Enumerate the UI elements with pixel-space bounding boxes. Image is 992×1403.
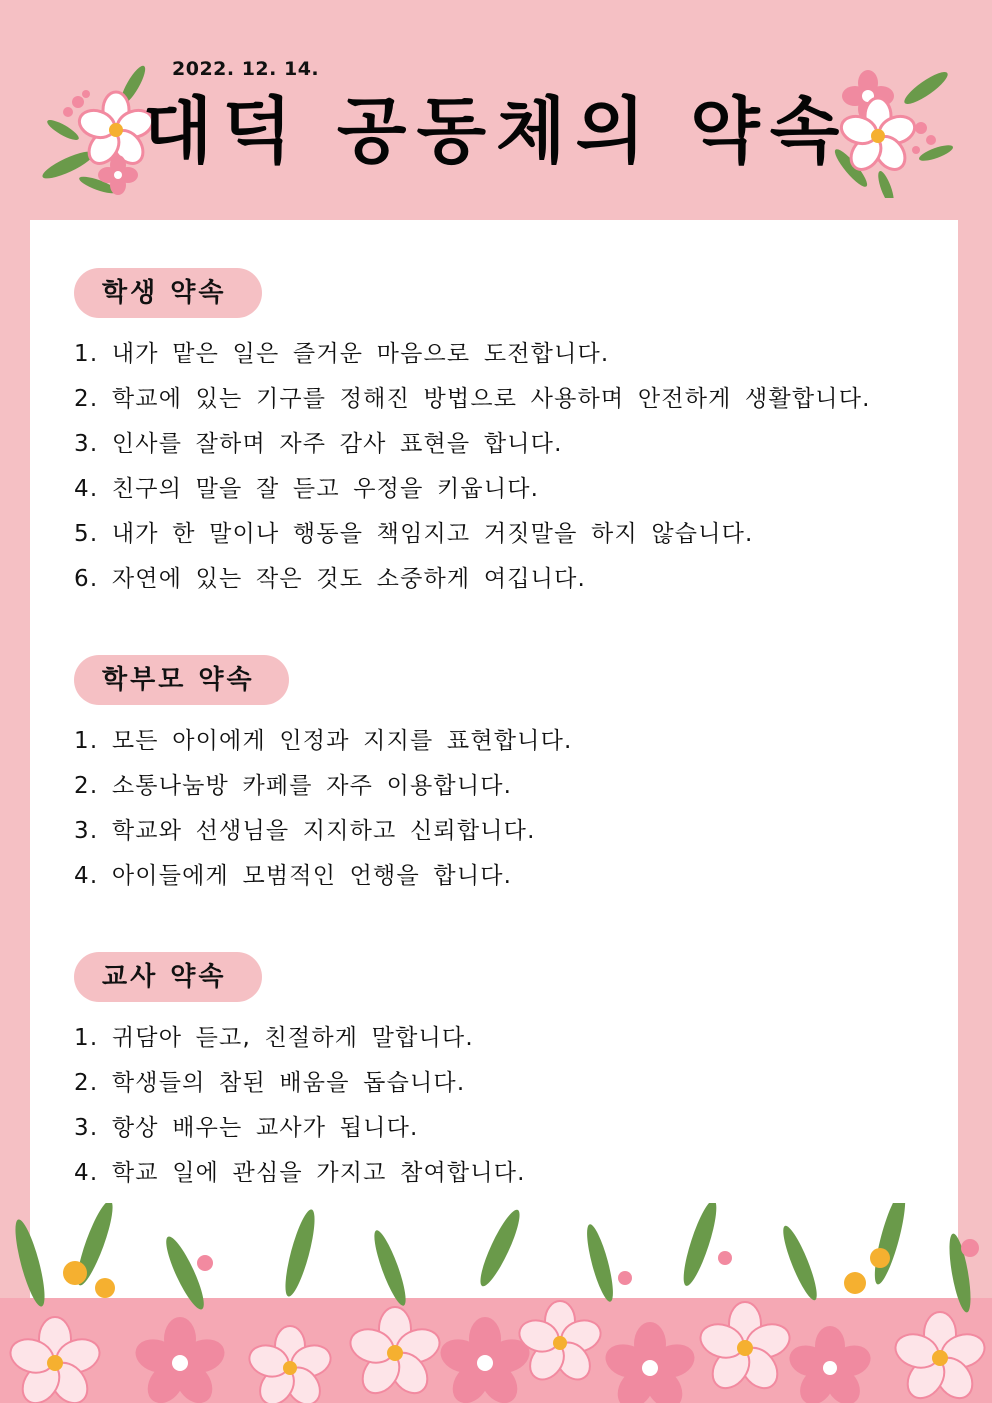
list-item: 5. 내가 한 말이나 행동을 책임지고 거짓말을 하지 않습니다. — [74, 521, 754, 547]
teacher-promise-section — [74, 952, 944, 1196]
list-item: 3. 학교와 선생님을 지지하고 신뢰합니다. — [74, 818, 536, 844]
list-item: 3. 항상 배우는 교사가 됩니다. — [74, 1115, 419, 1141]
list-item: 4. 친구의 말을 잘 듣고 우정을 키웁니다. — [74, 476, 540, 502]
list-item: 4. 아이들에게 모범적인 언행을 합니다. — [74, 863, 513, 889]
list-item: 1. 모든 아이에게 인정과 지지를 표현합니다. — [74, 728, 573, 754]
teacher-promise-list — [74, 1016, 944, 1196]
list-item: 6. 자연에 있는 작은 것도 소중하게 여깁니다. — [74, 566, 587, 592]
flower-border-bottom-icon — [0, 1203, 992, 1403]
page-title: 대덕 공동체의 약속 — [142, 89, 850, 173]
list-item: 4. 학교 일에 관심을 가지고 참여합니다. — [74, 1160, 526, 1186]
section-tag-parent: 학부모 약속 — [74, 655, 289, 705]
parent-promise-section — [74, 655, 944, 899]
student-promise-list — [74, 332, 944, 602]
student-promise-section — [74, 268, 944, 602]
list-item: 3. 인사를 잘하며 자주 감사 표현을 합니다. — [74, 431, 563, 457]
parent-promise-list — [74, 719, 944, 899]
list-item: 2. 학교에 있는 기구를 정해진 방법으로 사용하며 안전하게 생활합니다. — [74, 386, 871, 412]
list-item: 1. 귀담아 듣고, 친절하게 말합니다. — [74, 1025, 474, 1051]
section-tag-student: 학생 약속 — [74, 268, 262, 318]
list-item: 2. 소통나눔방 카페를 자주 이용합니다. — [74, 773, 513, 799]
section-tag-teacher: 교사 약속 — [74, 952, 262, 1002]
list-item: 1. 내가 맡은 일은 즐거운 마음으로 도전합니다. — [74, 341, 610, 367]
list-item: 2. 학생들의 참된 배움을 돕습니다. — [74, 1070, 466, 1096]
date-label: 2022. 12. 14. — [172, 58, 320, 80]
